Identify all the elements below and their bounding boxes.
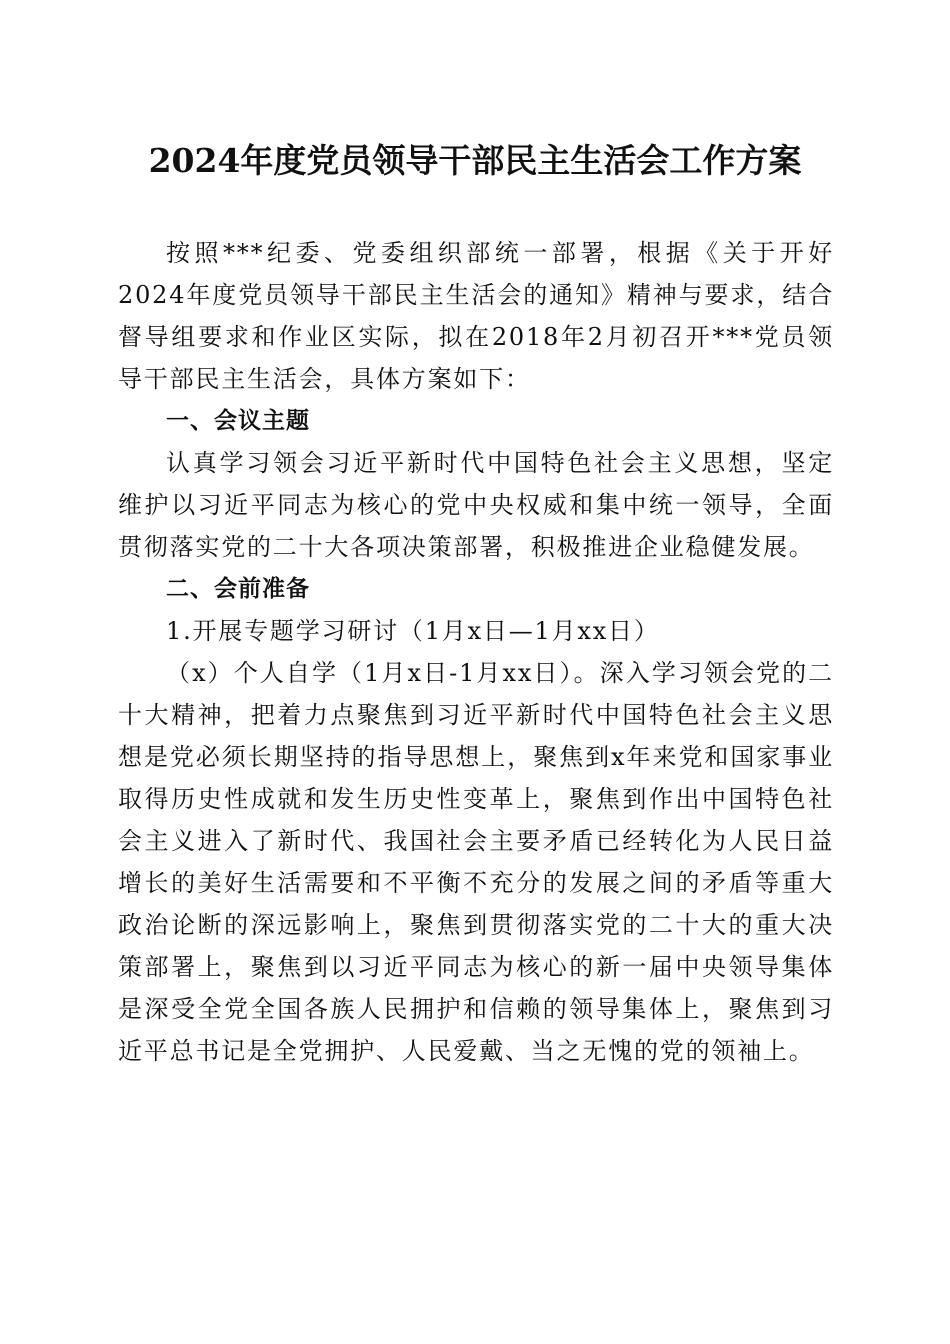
section-heading-preparation: 二、会前准备: [166, 576, 310, 602]
self-study-paragraph: （x）个人自学（1月x日-1月xx日）。深入学习领会党的二十大精神，把着力点聚焦到习近平新时代中国特色社会主义思想是党必须长期坚持的指导思想上，聚焦到x年来党和国家事业取得历史性成就和发生历史性变革上，聚焦到作出中国特色社会主义进入了新时代、我国社会主要矛盾已经转化为人民日益增长的美好生活需要和不平衡不充分的发展之间的矛盾等重大政治论断的深远影响上，聚焦到贯彻落实党的二十大的重大决策部署上，聚焦到以习近平同志为核心的新一届中央领导集体是深受全党全国各族人民拥护和信赖的领导集体上，聚焦到习近平总书记是全党拥护、人民爱戴、当之无愧的党的领袖上。: [118, 659, 834, 1065]
document-title: 2024年度党员领导干部民主生活会工作方案: [148, 141, 802, 180]
section-heading-theme: 一、会议主题: [166, 408, 310, 434]
theme-paragraph: 认真学习领会习近平新时代中国特色社会主义思想，坚定维护以习近平同志为核心的党中央权威和集中统一领导，全面贯彻落实党的二十大各项决策部署，积极推进企业稳健发展。: [118, 449, 834, 561]
document-body: [118, 232, 834, 1072]
study-item-heading: 1.开展专题学习研讨（1月x日—1月xx日）: [166, 617, 660, 645]
intro-paragraph: 按照***纪委、党委组织部统一部署，根据《关于开好2024年度党员领导干部民主生活会的通知》精神与要求，结合督导组要求和作业区实际，拟在2018年2月初召开***党员领导干部民主生活会，具体方案如下：: [118, 239, 834, 393]
